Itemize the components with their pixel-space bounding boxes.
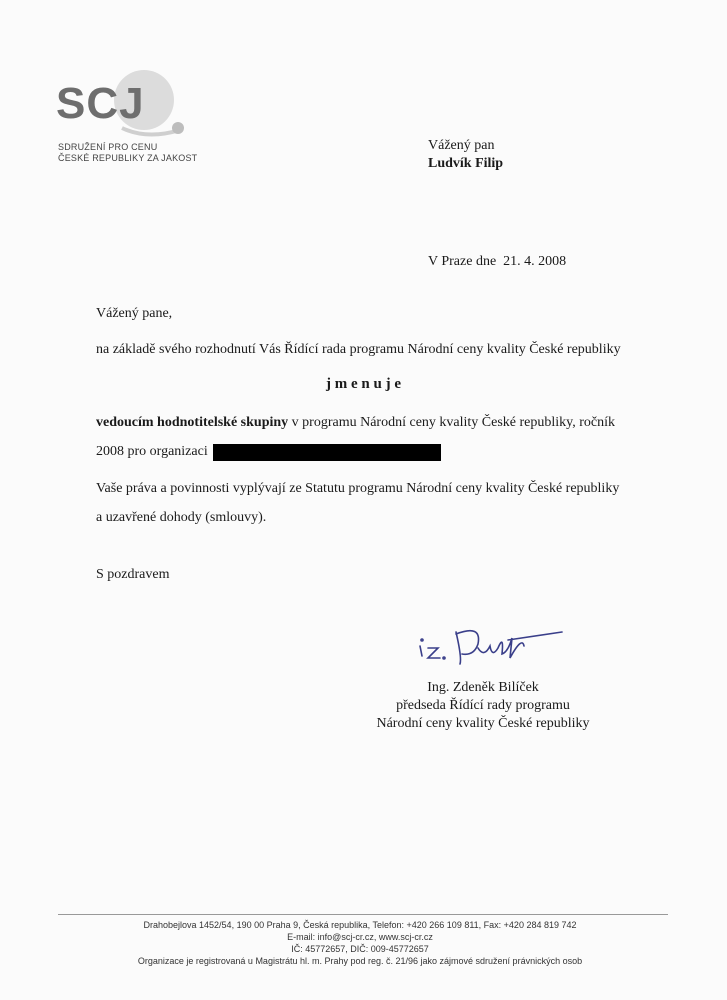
year-org: 2008 pro organizaci (96, 444, 208, 459)
logo-abbrev: SCJ (56, 79, 145, 128)
signatory-org: Národní ceny kvality České republiky (376, 716, 590, 731)
redaction-bar (213, 444, 441, 461)
footer (40, 919, 680, 967)
signatory-name: Ing. Zdeněk Bilíček (427, 680, 539, 695)
scj-logo-mark (52, 70, 202, 142)
intro-line: na základě svého rozhodnutí Vás Řídící rada programu Národní ceny kvality České republiky (96, 342, 621, 357)
place: V Praze dne (428, 254, 497, 269)
logo-line-1: SDRUŽENÍ PRO CENU (58, 142, 158, 152)
signatory-title: předseda Řídící rady programu (396, 698, 570, 713)
recipient-salutation: Vážený pan (428, 138, 495, 153)
appoint-heading: j m e n u j e (326, 376, 401, 392)
footer-contact: E-mail: info@scj-cr.cz, www.scj-cr.cz (287, 932, 433, 942)
place-date (428, 254, 566, 270)
role-line (96, 415, 615, 431)
org-line (96, 444, 208, 460)
rights-line-1: Vaše práva a povinnosti vyplývají ze Statutu programu Národní ceny kvality České republiky (96, 481, 620, 496)
footer-address: Drahobejlova 1452/54, 190 00 Praha 9, Česká republika, Telefon: +420 266 109 811, Fax: +420 284 819 742 (143, 920, 577, 930)
handwritten-signature (412, 618, 572, 670)
closing: S pozdravem (96, 567, 170, 582)
greeting: Vážený pane, (96, 306, 173, 321)
role-rest: v programu Národní ceny kvality České republiky, ročník (288, 415, 616, 430)
footer-registration: Organizace je registrovaná u Magistrátu hl. m. Prahy pod reg. č. 21/96 jako zájmové sdružení právnických osob (137, 956, 583, 966)
scj-logo (52, 70, 202, 170)
rights-line-2: a uzavřené dohody (smlouvy). (96, 510, 267, 525)
footer-ids: IČ: 45772657, DIČ: 009-45772657 (291, 944, 429, 954)
date: 21. 4. 2008 (503, 254, 567, 269)
recipient-name: Ludvík Filip (428, 156, 504, 171)
role: vedoucím hodnotitelské skupiny (96, 415, 289, 430)
logo-line-2: ČESKÉ REPUBLIKY ZA JAKOST (58, 153, 198, 163)
footer-divider (58, 914, 668, 915)
